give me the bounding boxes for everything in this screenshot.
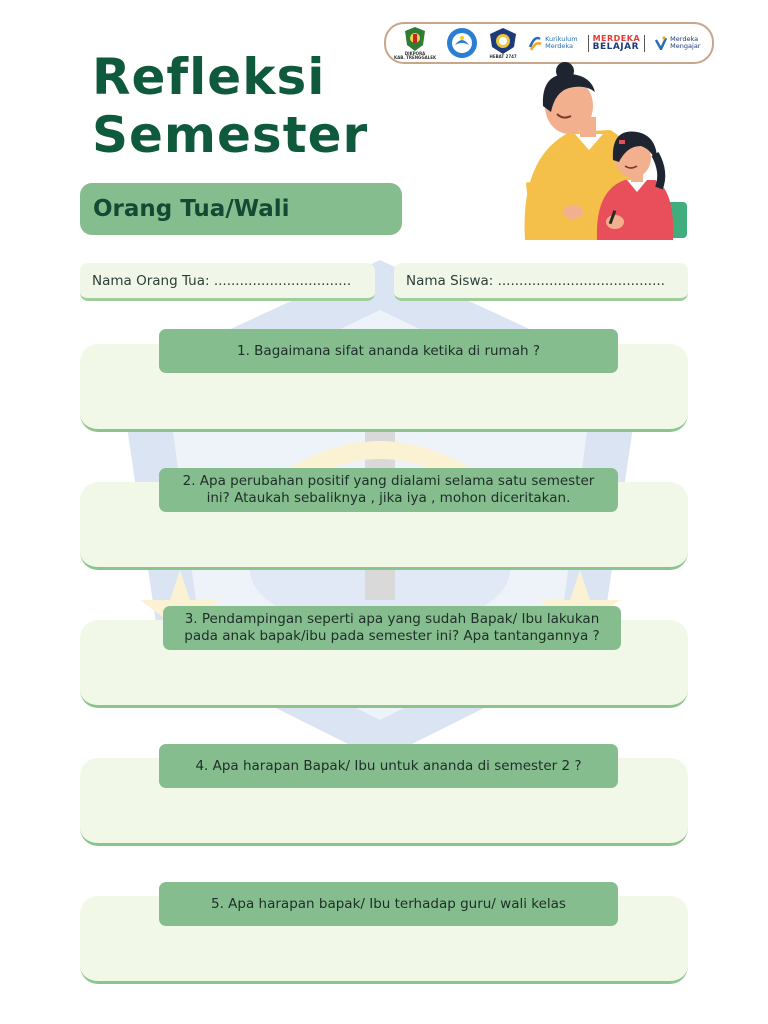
question-3: 3. Pendampingan seperti apa yang sudah Bapak/ Ibu lakukan pada anak bapak/ibu pada semester ini? Apa tantangannya ? <box>163 606 621 650</box>
title-line-2: Semester <box>92 106 369 164</box>
school-logo <box>488 27 518 59</box>
merdeka-mengajar-icon <box>655 36 667 50</box>
merdeka-belajar-text-2: BELAJAR <box>592 41 640 52</box>
tut-wuri-handayani-icon <box>446 27 478 59</box>
kurikulum-text-2: Merdeka <box>545 42 574 50</box>
merdeka-belajar-logo <box>588 35 646 52</box>
kurikulum-merdeka-icon <box>528 35 542 51</box>
student-name-field[interactable]: Nama Siswa: ....................................... <box>394 263 688 301</box>
page-title <box>92 48 368 164</box>
school-emblem-icon <box>488 27 518 55</box>
merdeka-belajar-text-1: MERDEKA <box>592 33 641 43</box>
merdeka-mengajar-logo <box>655 36 700 50</box>
kurikulum-merdeka-logo <box>528 35 577 51</box>
dikpora-caption-2: KAB. TRENGGALEK <box>394 55 437 60</box>
dikpora-logo <box>394 26 436 61</box>
parent-child-illustration <box>515 62 695 240</box>
question-4: 4. Apa harapan Bapak/ Ibu untuk ananda di semester 2 ? <box>159 744 618 788</box>
role-banner: Orang Tua/Wali <box>80 183 402 235</box>
merdeka-mengajar-text-2: Mengajar <box>670 42 701 50</box>
dikpora-caption: DIKPORA <box>404 50 426 56</box>
parent-name-field[interactable]: Nama Orang Tua: ................................ <box>80 263 375 301</box>
question-2: 2. Apa perubahan positif yang dialami selama satu semester ini? Ataukah sebaliknya , jika iya , mohon diceritakan. <box>159 468 618 512</box>
kurikulum-text: Kurikulum <box>545 34 578 43</box>
question-5: 5. Apa harapan bapak/ Ibu terhadap guru/ wali kelas <box>159 882 618 926</box>
merdeka-mengajar-text: Merdeka <box>670 34 699 43</box>
question-1: 1. Bagaimana sifat ananda ketika di rumah ? <box>159 329 618 373</box>
school-caption: HEBAT 2747 <box>489 53 517 59</box>
dikpora-emblem-icon <box>403 26 427 52</box>
logo-strip <box>384 22 714 64</box>
tut-wuri-logo <box>446 27 478 59</box>
title-line-1: Refleksi <box>92 48 326 106</box>
